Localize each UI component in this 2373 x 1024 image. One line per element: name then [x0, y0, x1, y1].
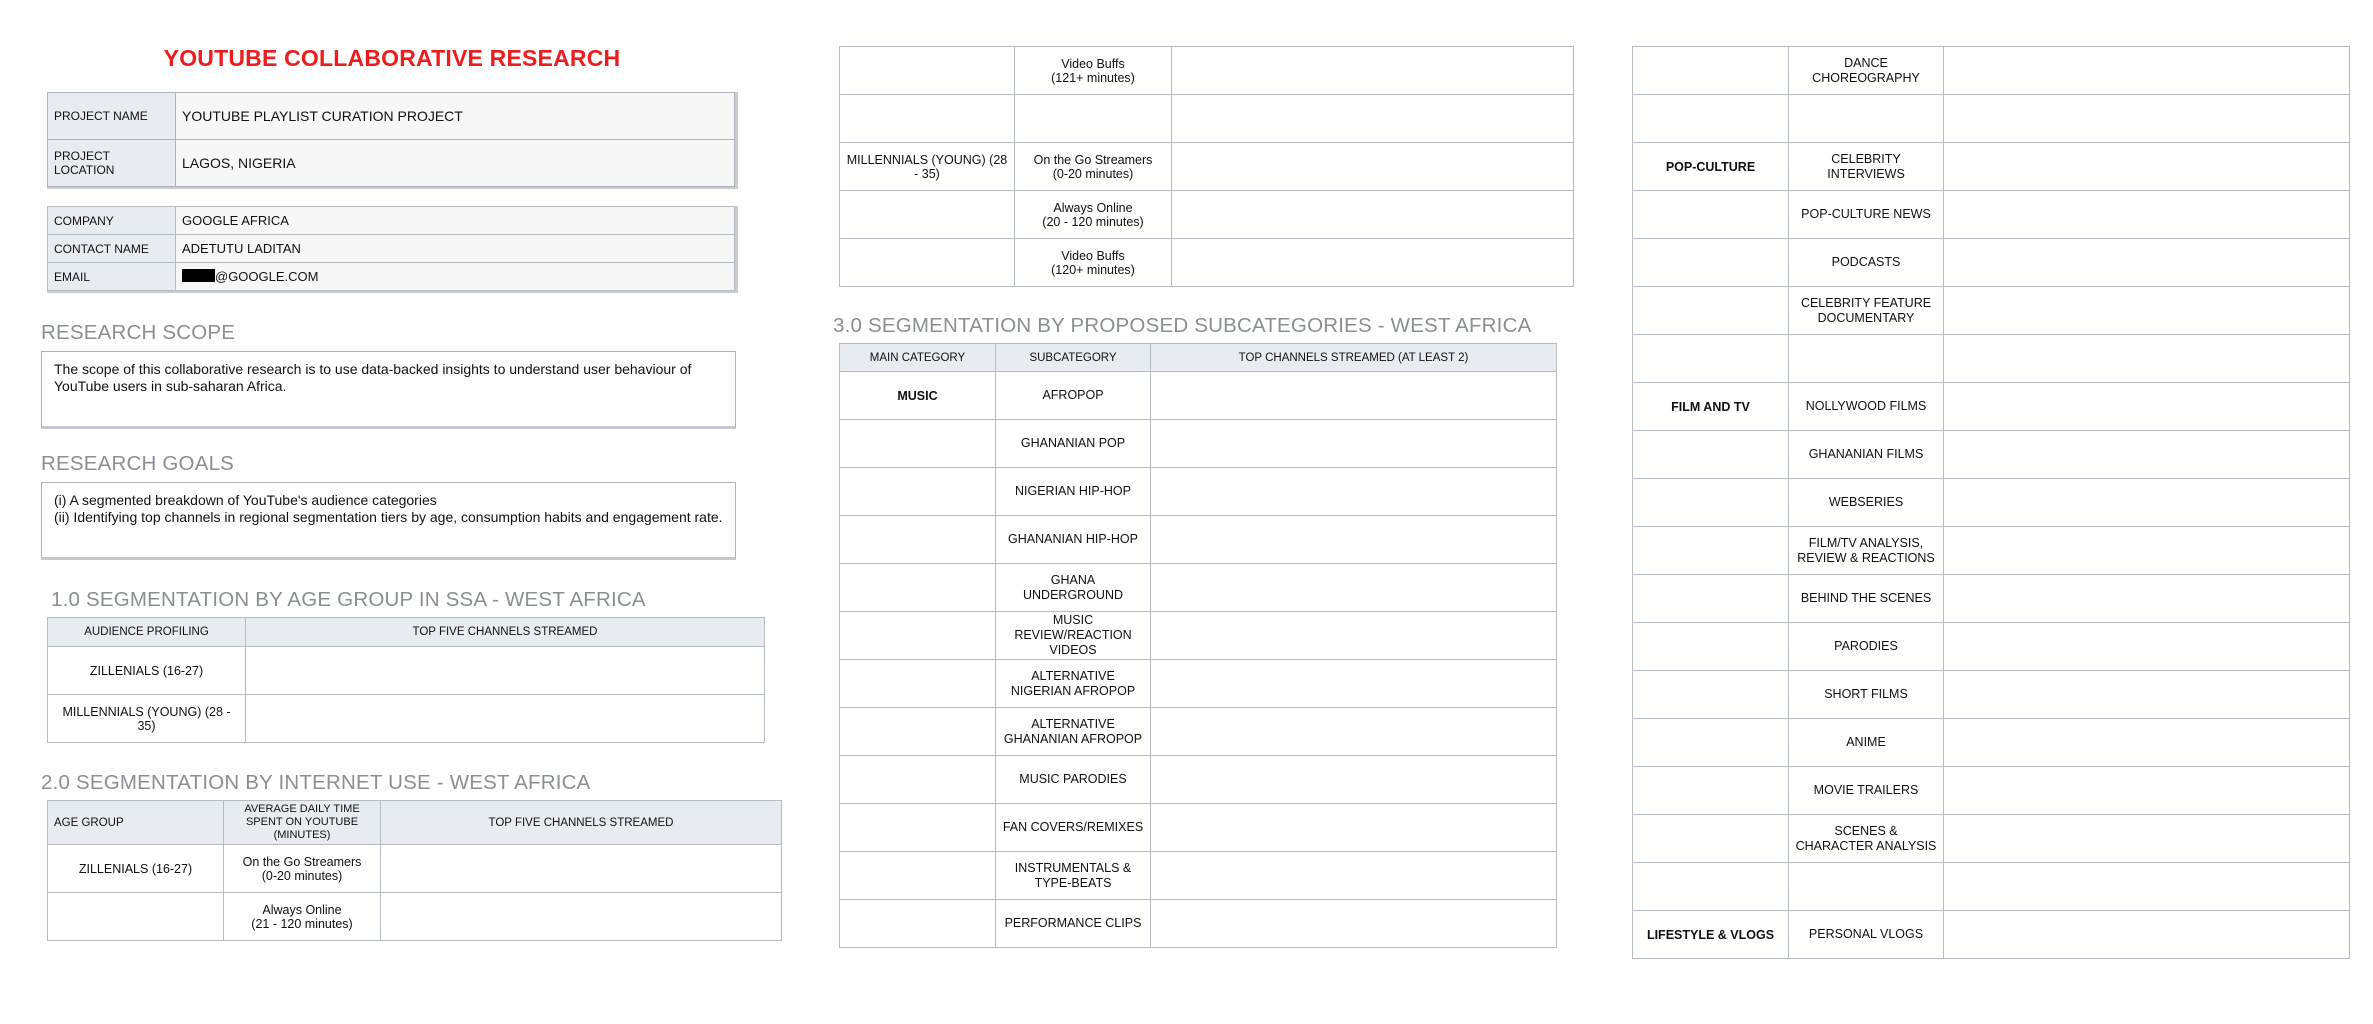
subcategory-cell: ALTERNATIVE NIGERIAN AFROPOP [996, 660, 1151, 708]
main-category-cell: POP-CULTURE [1633, 143, 1789, 191]
main-category-cell: FILM AND TV [1633, 383, 1789, 431]
channels-cell [246, 647, 765, 695]
channels-cell [1151, 708, 1557, 756]
channels-cell [1151, 612, 1557, 660]
usage-tier-cell [224, 845, 381, 893]
subcategory-cell: GHANANIAN POP [996, 420, 1151, 468]
email-value: @GOOGLE.COM [215, 269, 319, 284]
channels-cell [1172, 143, 1574, 191]
subcategory-cell: DANCE CHOREOGRAPHY [1789, 47, 1944, 95]
project-info-table-wrap [47, 92, 738, 189]
subcategory-cell: FAN COVERS/REMIXES [996, 804, 1151, 852]
usage-tier-range: (121+ minutes) [1051, 70, 1135, 85]
channels-cell [1172, 191, 1574, 239]
age-group-cell [48, 893, 224, 941]
usage-tier-name: Always Online [262, 902, 342, 917]
table-row [1633, 623, 2350, 671]
table-row [840, 804, 1557, 852]
main-category-cell [1633, 623, 1789, 671]
contact-name-label: CONTACT NAME [48, 235, 176, 263]
table-row [1633, 863, 2350, 911]
age-group-table [47, 617, 765, 743]
age-group-cell [840, 239, 1015, 287]
main-category-cell [840, 420, 996, 468]
table-row [1633, 95, 2350, 143]
main-category-cell [1633, 863, 1789, 911]
usage-tier-name: On the Go Streamers [242, 854, 362, 869]
subcategory-cell: POP-CULTURE NEWS [1789, 191, 1944, 239]
age-group-cell: ZILLENIALS (16-27) [48, 845, 224, 893]
column-header: TOP CHANNELS STREAMED (AT LEAST 2) [1151, 344, 1557, 372]
channels-cell [1944, 431, 2350, 479]
subcategory-cell: MUSIC REVIEW/REACTION VIDEOS [996, 612, 1151, 660]
research-goals-box [41, 482, 736, 560]
research-scope-text: The scope of this collaborative research is to use data-backed insights to understand user behaviour of YouTube users in sub-saharan Africa. [54, 361, 692, 394]
channels-cell [1151, 804, 1557, 852]
redaction-block [182, 269, 215, 282]
age-group-cell: ZILLENIALS (16-27) [48, 647, 246, 695]
subcategory-cell: SCENES & CHARACTER ANALYSIS [1789, 815, 1944, 863]
table-row [1633, 575, 2350, 623]
channels-cell [1944, 287, 2350, 335]
subcategory-cell: NIGERIAN HIP-HOP [996, 468, 1151, 516]
channels-cell [1172, 47, 1574, 95]
channels-cell [1151, 852, 1557, 900]
subcategory-cell: GHANA UNDERGROUND [996, 564, 1151, 612]
table-row [840, 239, 1574, 287]
table-row [840, 143, 1574, 191]
table-header-row [840, 344, 1557, 372]
channels-cell [1944, 863, 2350, 911]
channels-cell [1944, 239, 2350, 287]
table-row [1633, 527, 2350, 575]
table-row [840, 708, 1557, 756]
usage-tier-range: (120+ minutes) [1051, 262, 1135, 277]
subcategory-cell: AFROPOP [996, 372, 1151, 420]
main-category-cell [840, 852, 996, 900]
channels-cell [1151, 468, 1557, 516]
age-group-cell [840, 47, 1015, 95]
channels-cell [1151, 516, 1557, 564]
table-row [840, 852, 1557, 900]
channels-cell [1944, 671, 2350, 719]
usage-tier-cell [224, 893, 381, 941]
channels-cell [1944, 191, 2350, 239]
section2-heading: 2.0 SEGMENTATION BY INTERNET USE - WEST AFRICA [41, 771, 591, 794]
usage-tier-range: (20 - 120 minutes) [1042, 214, 1144, 229]
table-row [840, 612, 1557, 660]
company-value: GOOGLE AFRICA [176, 207, 735, 235]
subcategory-cell: PODCASTS [1789, 239, 1944, 287]
project-info-table [47, 92, 735, 187]
main-category-cell [1633, 191, 1789, 239]
document-title: YOUTUBE COLLABORATIVE RESEARCH [163, 45, 621, 71]
channels-cell [1944, 383, 2350, 431]
table-header-row [48, 618, 765, 647]
subcategory-cell: MUSIC PARODIES [996, 756, 1151, 804]
main-category-cell: LIFESTYLE & VLOGS [1633, 911, 1789, 959]
table-row [48, 893, 782, 941]
table-header-row [48, 801, 782, 845]
section3-heading: 3.0 SEGMENTATION BY PROPOSED SUBCATEGORIES - WEST AFRICA [833, 314, 1532, 337]
project-name-label: PROJECT NAME [48, 93, 176, 140]
table-row [48, 93, 735, 140]
table-row [48, 235, 735, 263]
contact-info-table-wrap [47, 206, 738, 293]
table-row [840, 191, 1574, 239]
channels-cell [1944, 815, 2350, 863]
table-row [1633, 719, 2350, 767]
email-label: EMAIL [48, 263, 176, 291]
table-row [840, 372, 1557, 420]
subcategory-cell: PARODIES [1789, 623, 1944, 671]
main-category-cell [1633, 239, 1789, 287]
usage-tier-name: Always Online [1053, 200, 1133, 215]
table-row [48, 207, 735, 235]
research-goal-line: (ii) Identifying top channels in regional segmentation tiers by age, consumption habits and engagement rate. [54, 509, 723, 525]
usage-tier-range: (0-20 minutes) [261, 868, 343, 883]
age-group-cell: MILLENNIALS (YOUNG) (28 - 35) [840, 143, 1015, 191]
channels-cell [1151, 900, 1557, 948]
channels-cell [1151, 660, 1557, 708]
research-goals-heading: RESEARCH GOALS [41, 452, 235, 475]
main-category-cell [840, 756, 996, 804]
main-category-cell [840, 468, 996, 516]
table-row [1633, 767, 2350, 815]
main-category-cell [1633, 47, 1789, 95]
column-header: MAIN CATEGORY [840, 344, 996, 372]
table-row [1633, 335, 2350, 383]
table-row [48, 263, 735, 291]
table-row [840, 420, 1557, 468]
channels-cell [1944, 479, 2350, 527]
main-category-cell [840, 900, 996, 948]
channels-cell [1172, 95, 1574, 143]
table-row [840, 95, 1574, 143]
channels-cell [1151, 564, 1557, 612]
usage-tier-name: On the Go Streamers [1033, 152, 1153, 167]
column-header: SUBCATEGORY [996, 344, 1151, 372]
subcategory-cell: CELEBRITY INTERVIEWS [1789, 143, 1944, 191]
table-row [840, 564, 1557, 612]
main-category-cell [840, 564, 996, 612]
column-header: TOP FIVE CHANNELS STREAMED [381, 801, 782, 845]
research-scope-box [41, 351, 736, 429]
main-category-cell [840, 804, 996, 852]
main-category-cell [1633, 335, 1789, 383]
table-row [1633, 47, 2350, 95]
table-row [840, 516, 1557, 564]
subcategory-cell [1789, 335, 1944, 383]
column-header: AUDIENCE PROFILING [48, 618, 246, 647]
channels-cell [1944, 143, 2350, 191]
table-row [840, 756, 1557, 804]
subcategory-cell: ANIME [1789, 719, 1944, 767]
project-location-value: LAGOS, NIGERIA [176, 140, 735, 187]
channels-cell [1172, 239, 1574, 287]
main-category-cell: MUSIC [840, 372, 996, 420]
main-category-cell [840, 708, 996, 756]
subcategory-cell: MOVIE TRAILERS [1789, 767, 1944, 815]
subcategory-table-continued [1632, 46, 2350, 959]
channels-cell [381, 893, 782, 941]
table-row [1633, 383, 2350, 431]
subcategory-cell: ALTERNATIVE GHANANIAN AFROPOP [996, 708, 1151, 756]
table-row [1633, 239, 2350, 287]
channels-cell [1944, 719, 2350, 767]
usage-tier-cell [1015, 191, 1172, 239]
age-group-cell [840, 191, 1015, 239]
table-row [1633, 143, 2350, 191]
usage-tier-cell [1015, 47, 1172, 95]
main-category-cell [1633, 287, 1789, 335]
column-header: AVERAGE DAILY TIME SPENT ON YOUTUBE (MINUTES) [224, 801, 381, 845]
age-group-cell: MILLENNIALS (YOUNG) (28 - 35) [48, 695, 246, 743]
channels-cell [1944, 623, 2350, 671]
main-category-cell [1633, 479, 1789, 527]
main-category-cell [1633, 815, 1789, 863]
table-row [1633, 191, 2350, 239]
usage-tier-cell [1015, 143, 1172, 191]
subcategory-cell [1789, 95, 1944, 143]
subcategory-cell: PERSONAL VLOGS [1789, 911, 1944, 959]
channels-cell [1944, 95, 2350, 143]
internet-use-table [47, 800, 782, 941]
table-row [1633, 479, 2350, 527]
project-name-value: YOUTUBE PLAYLIST CURATION PROJECT [176, 93, 735, 140]
subcategory-cell: PERFORMANCE CLIPS [996, 900, 1151, 948]
main-category-cell [1633, 431, 1789, 479]
main-category-cell [840, 660, 996, 708]
usage-tier-cell [1015, 239, 1172, 287]
table-row [1633, 815, 2350, 863]
channels-cell [1151, 756, 1557, 804]
main-category-cell [840, 612, 996, 660]
subcategory-table-body [840, 372, 1557, 948]
subcategory-cell: NOLLYWOOD FILMS [1789, 383, 1944, 431]
main-category-cell [840, 516, 996, 564]
main-category-cell [1633, 527, 1789, 575]
subcategory-cell: GHANANIAN FILMS [1789, 431, 1944, 479]
table-row [840, 468, 1557, 516]
subcategory-cell: INSTRUMENTALS & TYPE-BEATS [996, 852, 1151, 900]
channels-cell [246, 695, 765, 743]
channels-cell [1944, 575, 2350, 623]
research-scope-heading: RESEARCH SCOPE [41, 321, 236, 344]
table-row [1633, 671, 2350, 719]
age-group-cell [840, 95, 1015, 143]
main-category-cell [1633, 719, 1789, 767]
subcategory-cell: FILM/TV ANALYSIS, REVIEW & REACTIONS [1789, 527, 1944, 575]
channels-cell [1944, 911, 2350, 959]
usage-tier-cell [1015, 95, 1172, 143]
subcategory-cell: WEBSERIES [1789, 479, 1944, 527]
subcategory-cell [1789, 863, 1944, 911]
table-row [1633, 287, 2350, 335]
table-row [840, 900, 1557, 948]
table-row [840, 47, 1574, 95]
table-row [48, 140, 735, 187]
column-header: AGE GROUP [48, 801, 224, 845]
subcategory-cell: CELEBRITY FEATURE DOCUMENTARY [1789, 287, 1944, 335]
company-label: COMPANY [48, 207, 176, 235]
channels-cell [381, 845, 782, 893]
subcategory-cell: SHORT FILMS [1789, 671, 1944, 719]
usage-tier-name: Video Buffs [1061, 56, 1125, 71]
channels-cell [1151, 372, 1557, 420]
channels-cell [1151, 420, 1557, 468]
channels-cell [1944, 335, 2350, 383]
table-row [48, 845, 782, 893]
project-location-label: PROJECT LOCATION [48, 140, 176, 187]
column-header: TOP FIVE CHANNELS STREAMED [246, 618, 765, 647]
contact-name-value: ADETUTU LADITAN [176, 235, 735, 263]
channels-cell [1944, 47, 2350, 95]
main-category-cell [1633, 95, 1789, 143]
contact-info-table [47, 206, 735, 291]
subcategory-cell: GHANANIAN HIP-HOP [996, 516, 1151, 564]
research-goal-line: (i) A segmented breakdown of YouTube's audience categories [54, 492, 437, 508]
email-value-cell [176, 263, 735, 291]
main-category-cell [1633, 767, 1789, 815]
usage-tier-range: (21 - 120 minutes) [251, 916, 353, 931]
usage-tier-range: (0-20 minutes) [1052, 166, 1134, 181]
subcategory-table-body [1633, 47, 2350, 959]
subcategory-table [839, 343, 1557, 948]
main-category-cell [1633, 671, 1789, 719]
table-row [48, 647, 765, 695]
section1-heading: 1.0 SEGMENTATION BY AGE GROUP IN SSA - WEST AFRICA [51, 588, 646, 611]
channels-cell [1944, 527, 2350, 575]
table-row [48, 695, 765, 743]
usage-tier-name: Video Buffs [1061, 248, 1125, 263]
table-row [840, 660, 1557, 708]
table-row [1633, 431, 2350, 479]
main-category-cell [1633, 575, 1789, 623]
table-row [1633, 911, 2350, 959]
internet-use-table-continued [839, 46, 1574, 287]
channels-cell [1944, 767, 2350, 815]
subcategory-cell: BEHIND THE SCENES [1789, 575, 1944, 623]
